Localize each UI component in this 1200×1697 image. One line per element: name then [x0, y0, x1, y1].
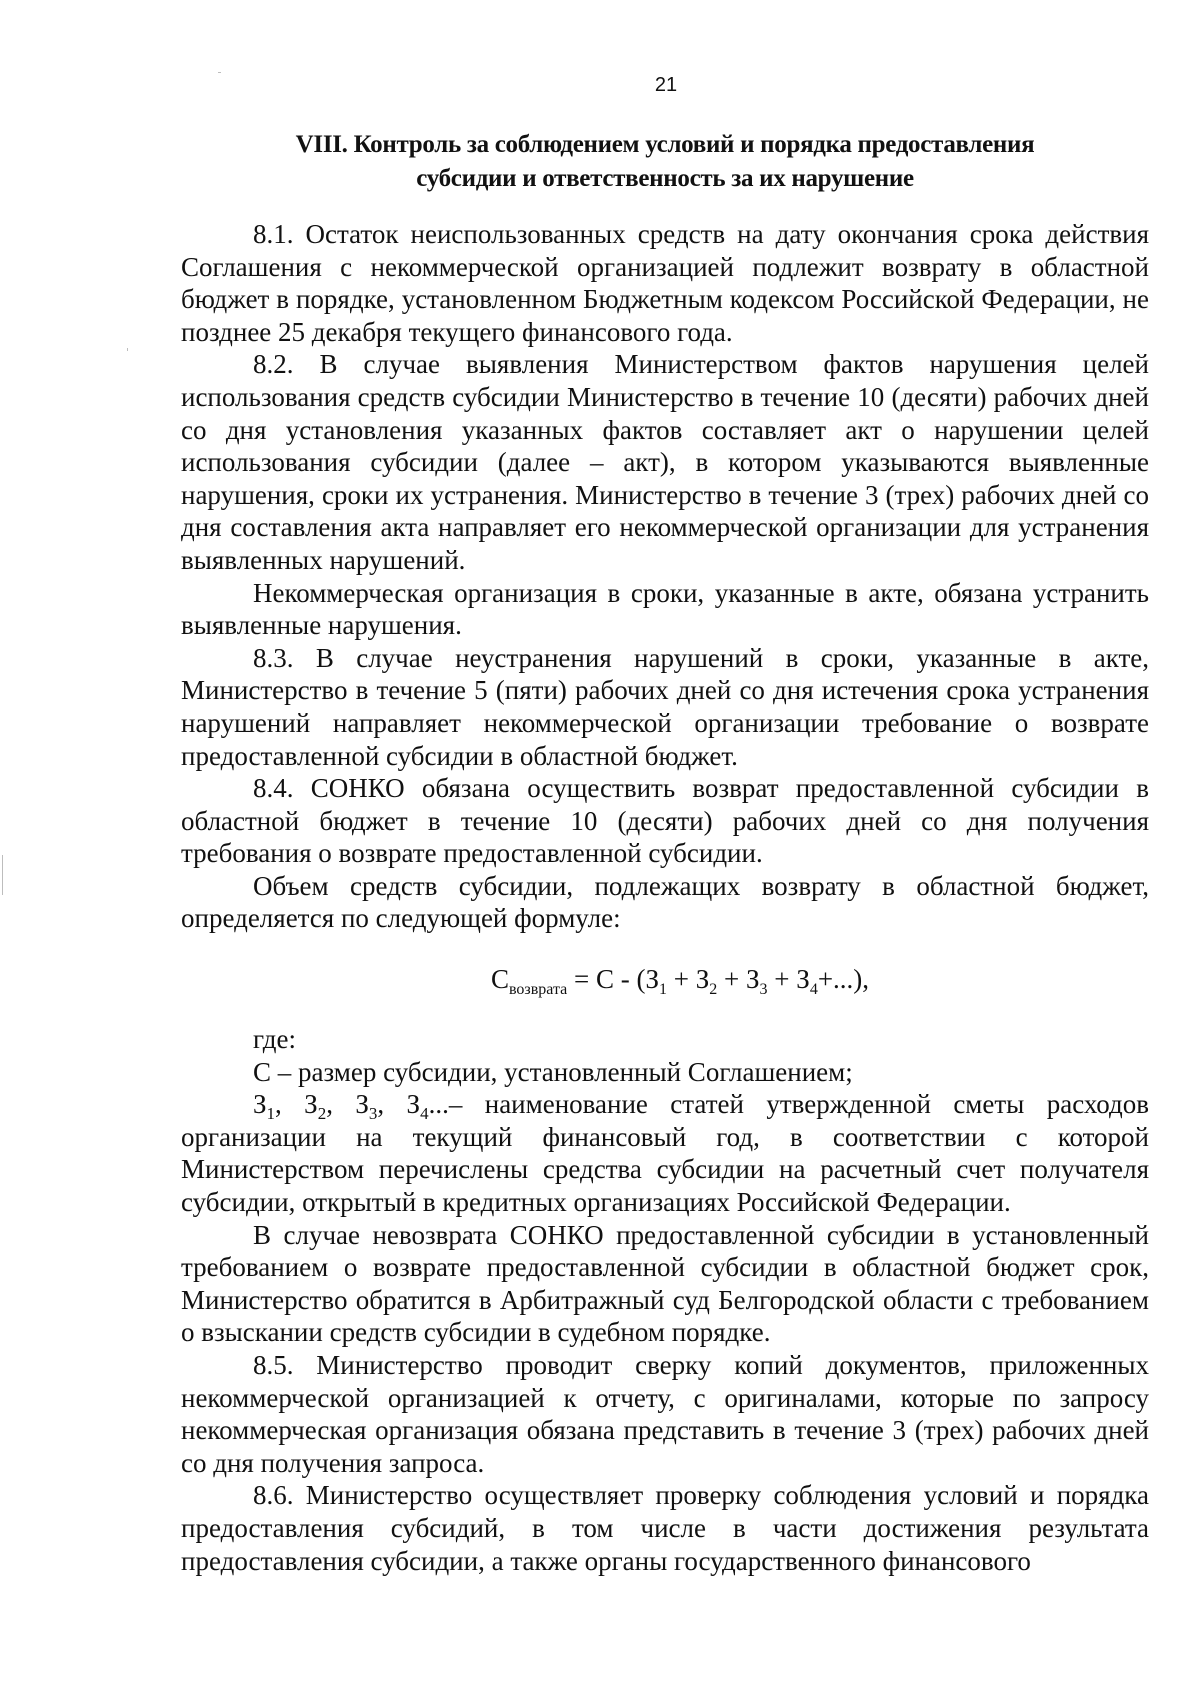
paragraph-8-2-continued: Некоммерческая организация в сроки, указанные в акте, обязана устранить выявленные нарушения. — [181, 577, 1149, 641]
formula-plus-4: + З — [767, 964, 810, 995]
paragraph-8-1: 8.1. Остаток неиспользованных средств на дату окончания срока действия Соглашения с некоммерческой организацией подлежит возврату в областной бюджет в порядке, установленном Бюджетным кодексом Российской Федерации, не позднее 25 декабря текущего финансового года. — [181, 219, 1149, 347]
formula-sub-3: 3 — [759, 981, 768, 999]
section-title-line-1: VIII. Контроль за соблюдением условий и порядка предоставления — [295, 131, 1035, 158]
formula-sub-2: 2 — [709, 981, 718, 999]
z-definition-text: ...– наименование статей утвержденной сметы расходов организации на текущий финансовый год, в соответствии с которой Министерством перечислены средства субсидии на расчетный счет получателя субсидии, открытый в кредитных организациях Российской Федерации. — [181, 1089, 1150, 1218]
scan-speck — [2, 855, 3, 895]
formula-lhs-subscript: возврата — [508, 981, 568, 999]
z-label-2: , З — [275, 1089, 318, 1120]
z-definition — [181, 1088, 1149, 1218]
formula-eq: = С - (З — [567, 964, 660, 995]
paragraph-8-6: 8.6. Министерство осуществляет проверку соблюдения условий и порядка предоставления субсидий, в том числе в части достижения результата предоставления субсидии, а также органы государственного финансового — [181, 1480, 1149, 1576]
paragraph-8-4: 8.4. СОНКО обязана осуществить возврат предоставленной субсидии в областной бюджет в течение 10 (десяти) рабочих дней со дня получения требования о возврате предоставленной субсидии. — [181, 773, 1149, 869]
formula-plus-2: + З — [667, 964, 710, 995]
formula-plus-3: + З — [717, 964, 760, 995]
c-definition: С – размер субсидии, установленный Соглашением; — [253, 1056, 853, 1087]
paragraph-8-5: 8.5. Министерство проводит сверку копий документов, приложенных некоммерческой организацией к отчету, с оригиналами, которые по запросу некоммерческая организация обязана представить в течение 3 (трех) рабочих дней со дня получения запроса. — [181, 1350, 1149, 1478]
formula-sub-4: 4 — [809, 981, 818, 999]
document-body — [181, 218, 1149, 1577]
section-title-line-2: субсидии и ответственность за их нарушение — [416, 165, 914, 192]
where-label: где: — [253, 1024, 296, 1055]
z-sub-4: 4 — [420, 1104, 429, 1124]
page-number: 21 — [654, 74, 678, 96]
return-formula — [181, 959, 1149, 999]
scan-speck — [127, 348, 128, 351]
paragraph-8-4-formula-intro: Объем средств субсидии, подлежащих возврату в областной бюджет, определяется по следующей формуле: — [181, 870, 1149, 934]
z-label-4: , З — [377, 1089, 421, 1120]
section-title — [181, 128, 1149, 196]
z-sub-3: 3 — [368, 1104, 378, 1124]
formula-tail: +...), — [817, 964, 870, 995]
paragraph-8-3: 8.3. В случае неустранения нарушений в сроки, указанные в акте, Министерство в течение 5 (пяти) рабочих дней со дня истечения срока устранения нарушений направляет некоммерческой организации требование о возврате предоставленной субсидии в областной бюджет. — [181, 642, 1149, 771]
z-label-3: , З — [326, 1089, 369, 1120]
non-return-paragraph: В случае невозврата СОНКО предоставленной субсидии в установленный требованием о возврате предоставленной субсидии в областной бюджет срок, Министерство обратится в Арбитражный суд Белгородской области с требованием о взыскании средств субсидии в судебном порядке. — [181, 1219, 1149, 1348]
paragraph-8-2: 8.2. В случае выявления Министерством фактов нарушения целей использования средств субсидии Министерство в течение 10 (десяти) рабочих дней со дня установления указанных фактов составляет акт о нарушении целей использования субсидии (далее – акт), в котором указываются выявленные нарушения, сроки их устранения. Министерство в течение 3 (трех) рабочих дней со дня составления акта направляет его некоммерческой организации для устранения выявленных нарушений. — [181, 349, 1149, 575]
z-sub-1: 1 — [266, 1104, 276, 1124]
formula-lhs: С — [490, 964, 509, 995]
z-sub-2: 2 — [317, 1104, 327, 1124]
z-label-1: З — [253, 1089, 267, 1120]
scan-speck — [218, 72, 221, 73]
formula-sub-1: 1 — [659, 981, 668, 999]
